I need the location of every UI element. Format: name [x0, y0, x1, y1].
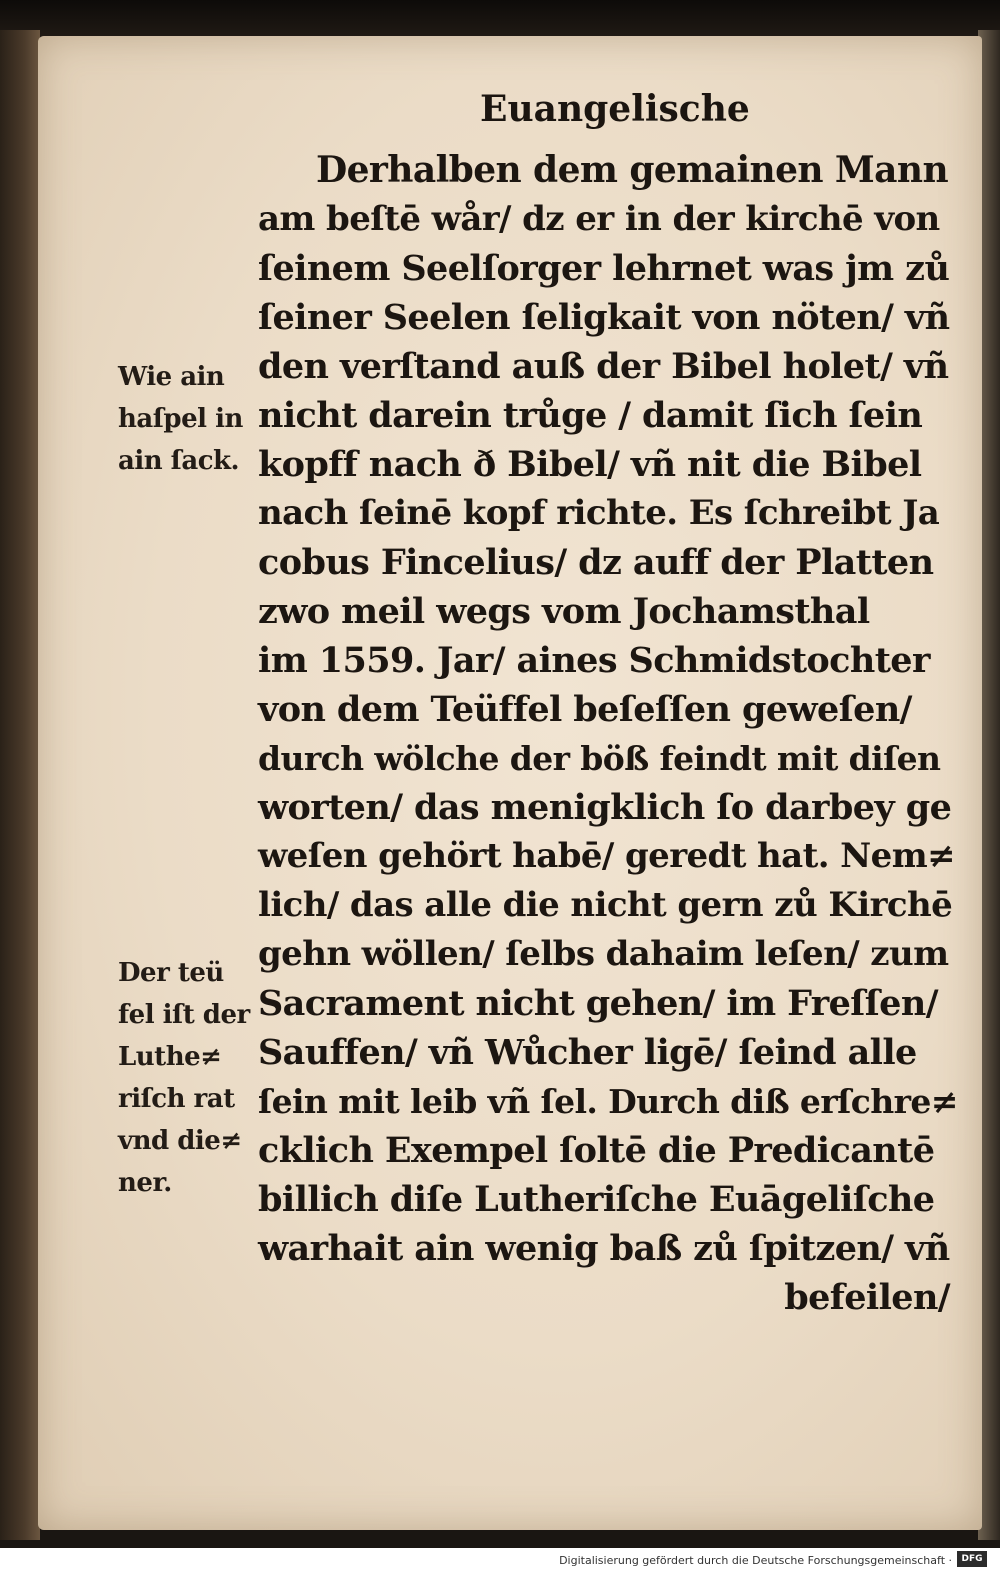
text-line: kopff nach ð Bibel/ vñ nit die Bibel [258, 444, 922, 485]
text-line: ſein mit leib vñ ſel. Durch diß erſchre≠ [258, 1082, 958, 1121]
text-line: Sacrament nicht gehen/ im Freſſen/ [258, 983, 938, 1024]
marginal-note-line: ner. [118, 1168, 172, 1198]
marginal-note [118, 952, 258, 1198]
text-line: Sauffen/ vñ Wůcher ligē/ ſeind alle [258, 1032, 917, 1073]
text-line: den verſtand auß der Bibel holet/ vñ [258, 346, 949, 387]
marginal-note-line: fel iſt der [118, 1000, 250, 1030]
text-line: von dem Teüffel beſeſſen geweſen/ [258, 689, 912, 730]
dfg-logo: DFG [957, 1551, 987, 1567]
text-line: nicht darein trůge / damit ſich ſein [258, 395, 923, 436]
text-line: lich/ das alle die nicht gern zů Kirchē [258, 885, 953, 925]
book-binding-edge [0, 30, 40, 1540]
text-line: billich diſe Lutheriſche Euāgeliſche [258, 1179, 935, 1220]
text-line: cklich Exempel ſoltē die Predicantē [258, 1130, 935, 1171]
marginal-note-line: vnd die≠ [118, 1126, 242, 1156]
text-line: durch wölche der böß feindt mit diſen [258, 739, 941, 778]
text-line: weſen gehört habē/ geredt hat. Nem≠ [258, 836, 955, 876]
marginal-note-line: Wie ain [118, 362, 225, 392]
text-line: cobus Fincelius/ dz auff der Platten [258, 542, 934, 583]
main-text-block [258, 146, 958, 1322]
text-line: befeilen/ [784, 1277, 950, 1318]
marginal-note [118, 356, 258, 486]
marginal-note-line: Der teü [118, 958, 224, 988]
marginal-note-line: Luthe≠ [118, 1042, 222, 1072]
text-line: nach ſeinē kopf richte. Es ſchreibt Ja [258, 493, 940, 533]
marginal-note-line: riſch rat [118, 1084, 235, 1114]
text-line: gehn wöllen/ ſelbs dahaim leſen/ zum [258, 934, 949, 974]
text-line: ſeiner Seelen ſeligkait von nöten/ vñ [258, 297, 950, 338]
scan-background-top [0, 0, 1000, 40]
marginal-note-line: haſpel in [118, 404, 243, 434]
digitization-credit: Digitalisierung gefördert durch die Deutsche Forschungsgemeinschaft · [559, 1554, 952, 1567]
text-line: worten/ das menigklich ſo darbey ge [258, 787, 952, 828]
text-line: zwo meil wegs vom Jochamsthal [258, 591, 870, 632]
text-line: im 1559. Jar/ aines Schmidstochter [258, 640, 930, 681]
marginal-note-line: ain ſack. [118, 446, 240, 476]
text-line: warhait ain wenig baß zů ſpitzen/ vñ [258, 1228, 950, 1269]
text-line: ſeinem Seelſorger lehrnet was jm zů [258, 248, 950, 289]
running-head: Euangelische [480, 88, 750, 130]
text-line: am beſtē wår/ dz er in der kirchē von [258, 199, 940, 239]
text-line: Derhalben dem gemainen Mann [316, 149, 949, 191]
